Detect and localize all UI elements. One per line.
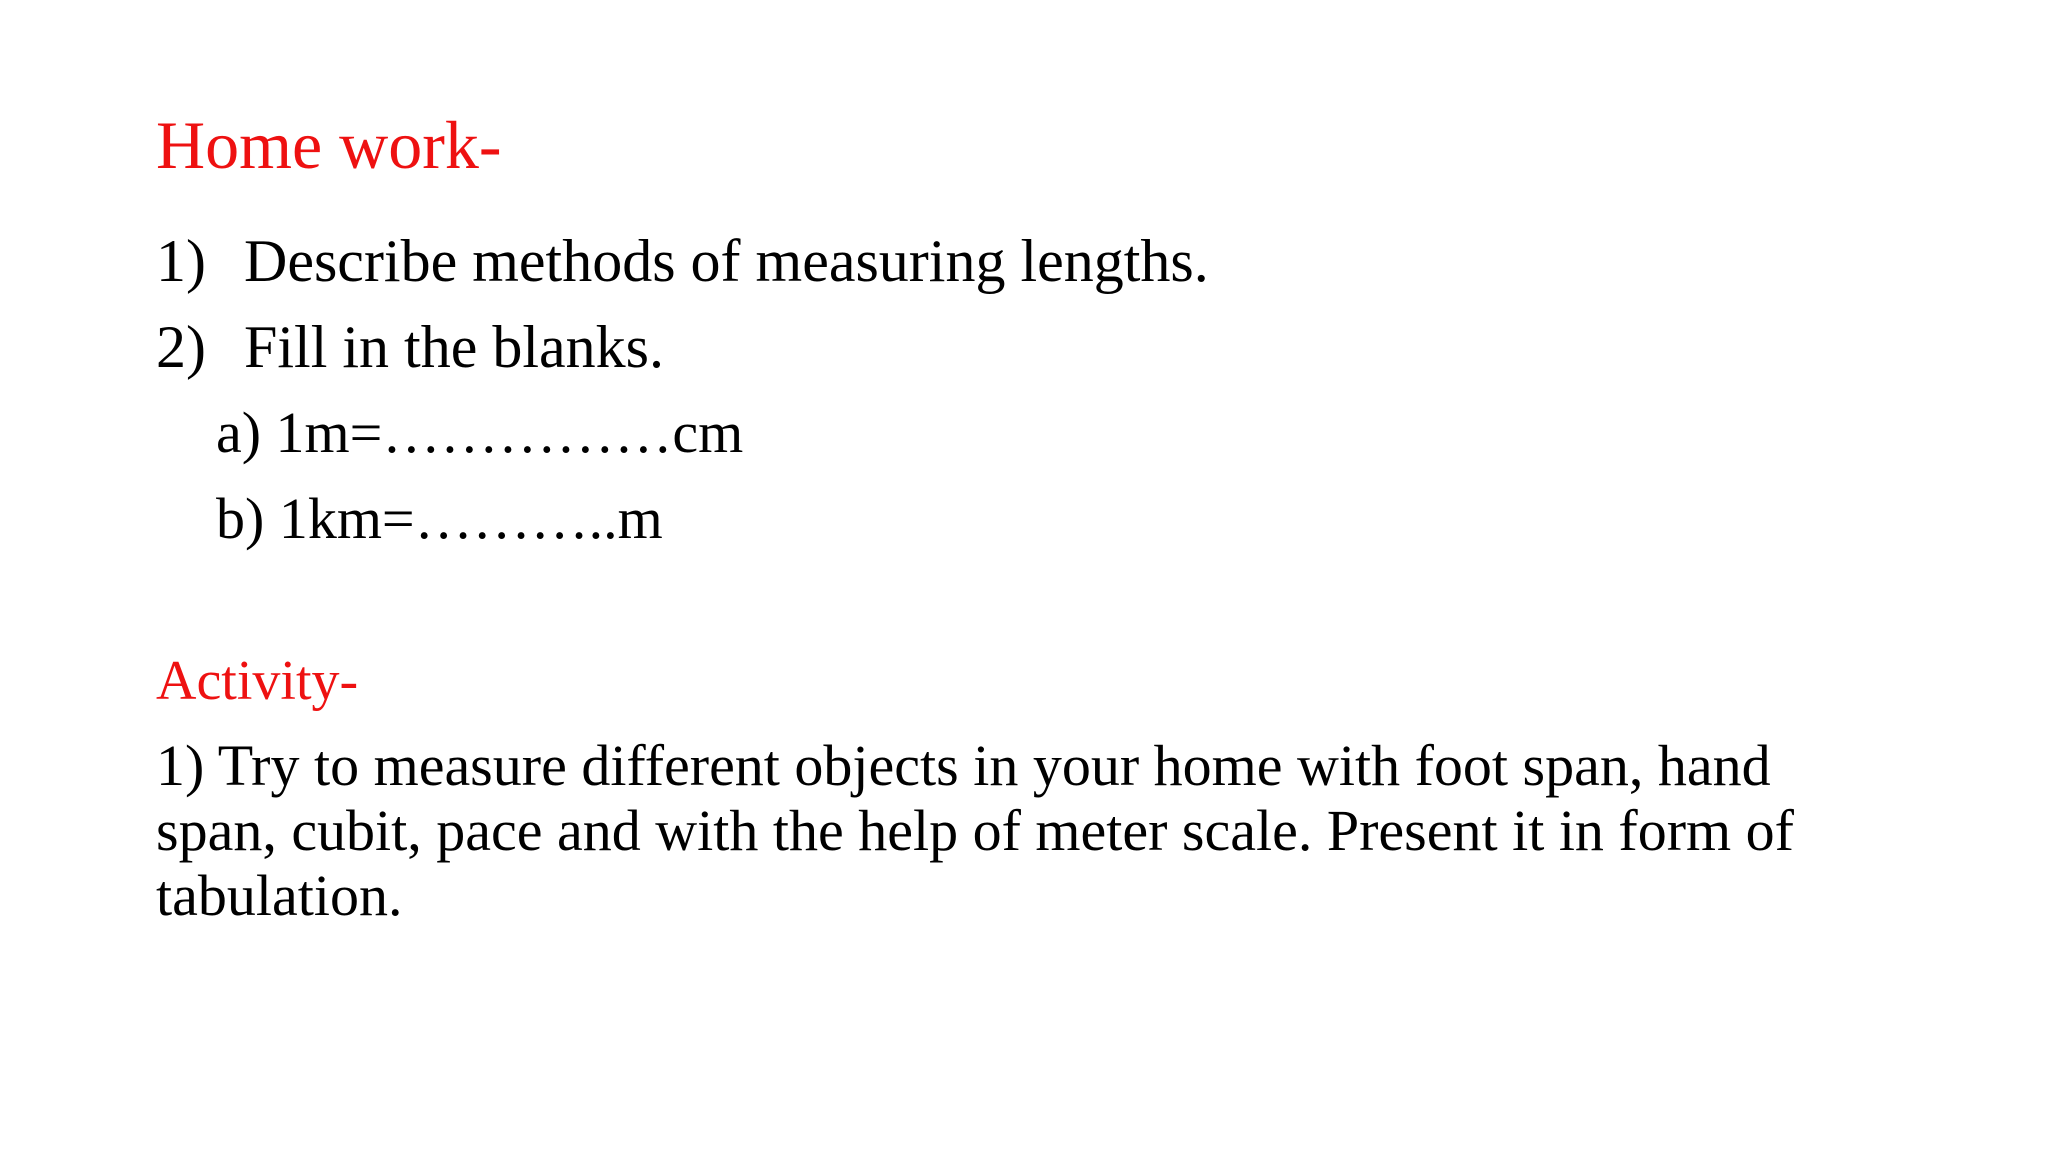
activity-text — [156, 733, 1956, 928]
activity-line: span, cubit, pace and with the help of meter scale. Present it in form of — [156, 798, 1794, 863]
blank-item-b: b) 1km=………..m — [216, 486, 663, 551]
homework-heading: Home work- — [156, 107, 502, 183]
homework-list — [156, 218, 1209, 390]
homework-item — [156, 304, 1209, 390]
item-text: Describe methods of measuring lengths. — [244, 228, 1209, 294]
activity-line: 1) Try to measure different objects in your home with foot span, hand — [156, 733, 1771, 798]
item-number: 2) — [156, 314, 206, 380]
blank-item-a: a) 1m=……………cm — [216, 400, 744, 465]
item-number: 1) — [156, 228, 206, 294]
fill-blanks-list — [216, 390, 743, 562]
item-text: Fill in the blanks. — [244, 314, 664, 380]
homework-item — [156, 218, 1209, 304]
activity-line: tabulation. — [156, 863, 403, 928]
activity-heading: Activity- — [156, 650, 359, 712]
